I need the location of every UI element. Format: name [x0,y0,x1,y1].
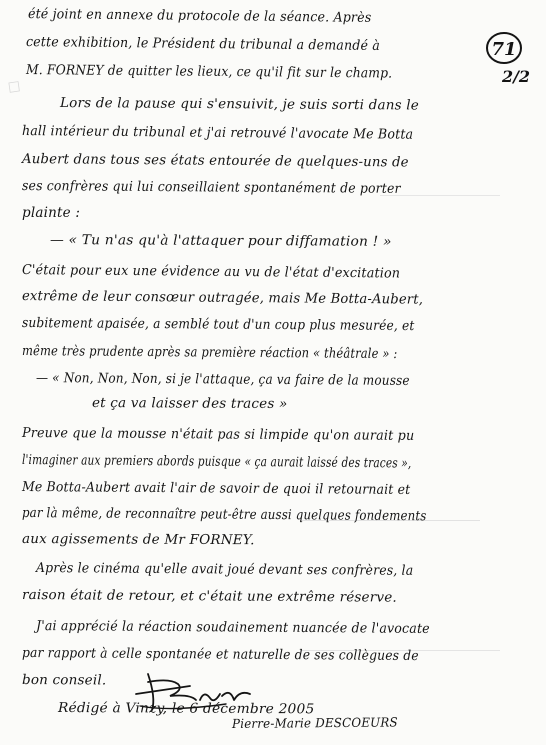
handwritten-line: subitement apaisée, a semblé tout d'un coup plus mesurée, et [21,315,415,335]
handwritten-line: bon conseil. [21,672,107,689]
page-number: 71 [491,39,517,60]
page-fraction: 2/2 [501,67,531,86]
handwritten-line: plainte : [22,205,81,221]
handwritten-line: par rapport à celle spontanée et naturelle de ses collègues de [21,645,419,665]
handwritten-line: — « Non, Non, Non, si je l'attaque, ça va faire de la mousse [35,370,410,389]
handwritten-line: cette exhibition, le Président du tribunal a demandé à [25,34,381,54]
handwritten-line: C'était pour eux une évidence au vu de l'état d'excitation [21,262,401,282]
handwritten-line: et ça va laisser des traces » [91,395,288,413]
handwritten-line: hall intérieur du tribunal et j'ai retrouvé l'avocate Me Botta [21,123,414,143]
handwritten-line: M. FORNEY de quitter les lieux, ce qu'il fit sur le champ. [25,62,393,82]
handwritten-line: Lors de la pause qui s'ensuivit, je suis sorti dans le [59,95,420,114]
signature [130,660,270,720]
handwritten-line: Preuve que la mousse n'était pas si limpide qu'on aurait pu [21,425,415,444]
handwritten-line: extrême de leur consœur outragée, mais Me Botta-Aubert, [21,288,424,308]
handwritten-line: Me Botta-Aubert avait l'air de savoir de quoi il retournait et [21,479,411,498]
handwritten-line: ses confrères qui lui conseillaient spontanément de porter [21,178,401,197]
bleed-through-mark: ☐ [6,79,22,97]
handwritten-line: Aubert dans tous ses états entourée de quelques-uns de [21,151,409,171]
date-line: Rédigé à Vinzy, le 6 décembre 2005 [57,700,315,718]
handwritten-line: Après le cinéma qu'elle avait joué devant ses confrères, la [35,560,414,579]
page-number-mark [478,28,536,86]
handwritten-line: par là même, de reconnaître peut-être aussi quelques fondements [21,505,427,525]
author-name: Pierre-Marie DESCOEURS [231,714,398,731]
handwritten-line: été joint en annexe du protocole de la séance. Après [27,6,372,26]
handwritten-line: J'ai apprécié la réaction soudainement nuancée de l'avocate [35,618,430,637]
handwritten-line: raison était de retour, et c'était une extrême réserve. [21,587,397,606]
handwritten-line: même très prudente après sa première réaction « théâtrale » : [21,343,398,363]
handwritten-line: l'imaginer aux premiers abords puisque « ça aurait laissé des traces », [21,452,412,472]
handwritten-line: — « Tu n'as qu'à l'attaquer pour diffamation ! » [49,232,392,250]
handwritten-line: aux agissements de Mr FORNEY. [21,531,255,549]
